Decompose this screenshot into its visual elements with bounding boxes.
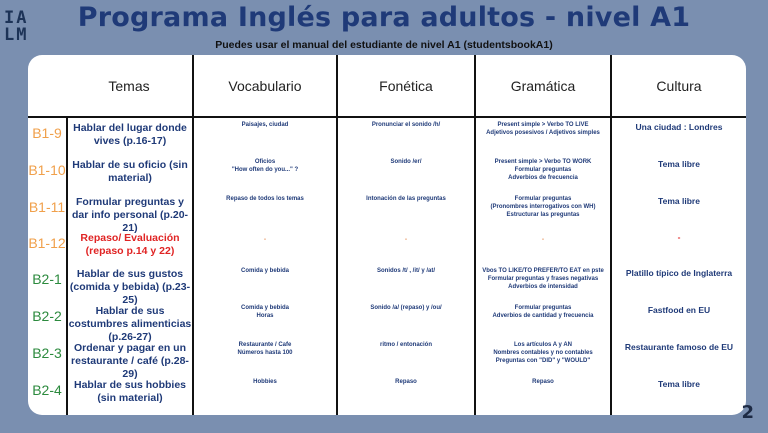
row-fonetica: ritmo / entonación (379, 342, 432, 348)
table-row (28, 301, 746, 343)
row-gramatica: - (542, 237, 544, 243)
page-number: 2 (741, 402, 754, 423)
row-tema: Ordenar y pagar en un restaurante / café (p.28-29) (71, 342, 189, 380)
row-vocabulario: - (264, 237, 266, 243)
row-gramatica: Formular preguntas (Pronombres interrogativos con WH) Estructurar las preguntas (490, 196, 596, 218)
row-gramatica: Repaso (532, 379, 554, 385)
row-vocabulario: Oficios "How often do you..." ? (231, 159, 299, 173)
header-cultura: Cultura (656, 78, 702, 94)
row-tema: Hablar de sus hobbies (sin material) (73, 379, 187, 404)
header-fonetica: Fonética (379, 78, 433, 94)
row-vocabulario: Comida y bebida (240, 268, 289, 274)
row-code: B2-3 (32, 345, 62, 361)
row-fonetica: Sonidos /t/ , /it/ y /at/ (376, 268, 435, 274)
row-vocabulario: Comida y bebida Horas (240, 305, 289, 319)
row-fonetica: Sonido /er/ (390, 159, 422, 165)
row-cultura: Tema libre (658, 379, 700, 389)
logo-line-2: LM (4, 25, 29, 45)
row-vocabulario: Hobbies (253, 379, 277, 385)
row-cultura: Restaurante famoso de EU (624, 342, 734, 352)
row-gramatica: Present simple > Verbo TO WORK Formular preguntas Adverbios de frecuencia (494, 159, 592, 181)
row-fonetica: - (405, 237, 407, 243)
row-fonetica: Repaso (395, 379, 417, 385)
row-vocabulario: Restaurante / Cafe Números hasta 100 (237, 342, 293, 356)
logo-line-1: IA (4, 8, 29, 28)
table-row (28, 375, 746, 411)
program-table (28, 55, 746, 415)
page-subtitle: Puedes usar el manual del estudiante de nivel A1 (studentsbookA1) (215, 39, 553, 51)
header-temas: Temas (108, 78, 150, 94)
row-code: B1-9 (32, 125, 62, 141)
table-row (28, 192, 746, 234)
row-cultura: Tema libre (658, 196, 700, 206)
row-gramatica: Present simple > Verbo TO LIVE Adjetivos posesivos / Adjetivos simples (486, 122, 600, 136)
row-fonetica: Pronunciar el sonido /h/ (371, 122, 441, 128)
page-title: Programa Inglés para adultos - nivel A1 (77, 2, 691, 33)
table-row (28, 228, 746, 264)
row-tema: Hablar de sus costumbres alimenticias (p.26-27) (68, 305, 192, 343)
row-cultura: Tema libre (658, 159, 700, 169)
row-gramatica: Formular preguntas Adverbios de cantidad y frecuencia (492, 305, 594, 319)
table-row (28, 155, 746, 191)
row-code: B1-12 (28, 235, 66, 251)
row-code: B2-4 (32, 382, 62, 398)
row-tema: Hablar de sus gustos (comida y bebida) (p.23-25) (69, 268, 191, 306)
row-cultura: Fastfood en EU (647, 305, 711, 315)
header-gramatica: Gramática (510, 78, 576, 94)
row-cultura: Platillo típico de Inglaterra (625, 268, 733, 278)
row-cultura: Una ciudad : Londres (635, 122, 723, 132)
row-fonetica: Sonido /a/ (repaso) y /ou/ (370, 305, 442, 311)
row-tema: Repaso/ Evaluación (repaso p.14 y 22) (80, 232, 180, 257)
row-fonetica: Intonación de las preguntas (366, 196, 446, 202)
row-tema: Hablar de su oficio (sin material) (72, 159, 188, 184)
table-row (28, 118, 746, 154)
row-tema: Hablar del lugar donde vives (p.16-17) (73, 122, 187, 147)
row-code: B1-10 (28, 162, 66, 178)
row-vocabulario: Repaso de todos los temas (226, 196, 304, 202)
row-vocabulario: Paisajes, ciudad (241, 122, 289, 128)
row-code: B2-2 (32, 308, 62, 324)
row-code: B2-1 (32, 271, 62, 287)
header-vocabulario: Vocabulario (228, 78, 302, 94)
row-gramatica: Los artículos A y AN Nombres contables y no contables Preguntas con "DID" y "WOULD" (493, 342, 593, 364)
row-tema: Formular preguntas y dar info personal (p.20-21) (71, 196, 189, 234)
row-gramatica: Vbos TO LIKE/TO PREFER/TO EAT en pste Formular preguntas y frases negativas Adverbios de intensidad (482, 268, 604, 290)
table-row (28, 338, 746, 380)
table-row (28, 264, 746, 306)
row-cultura: - (677, 232, 681, 242)
row-code: B1-11 (28, 199, 66, 215)
